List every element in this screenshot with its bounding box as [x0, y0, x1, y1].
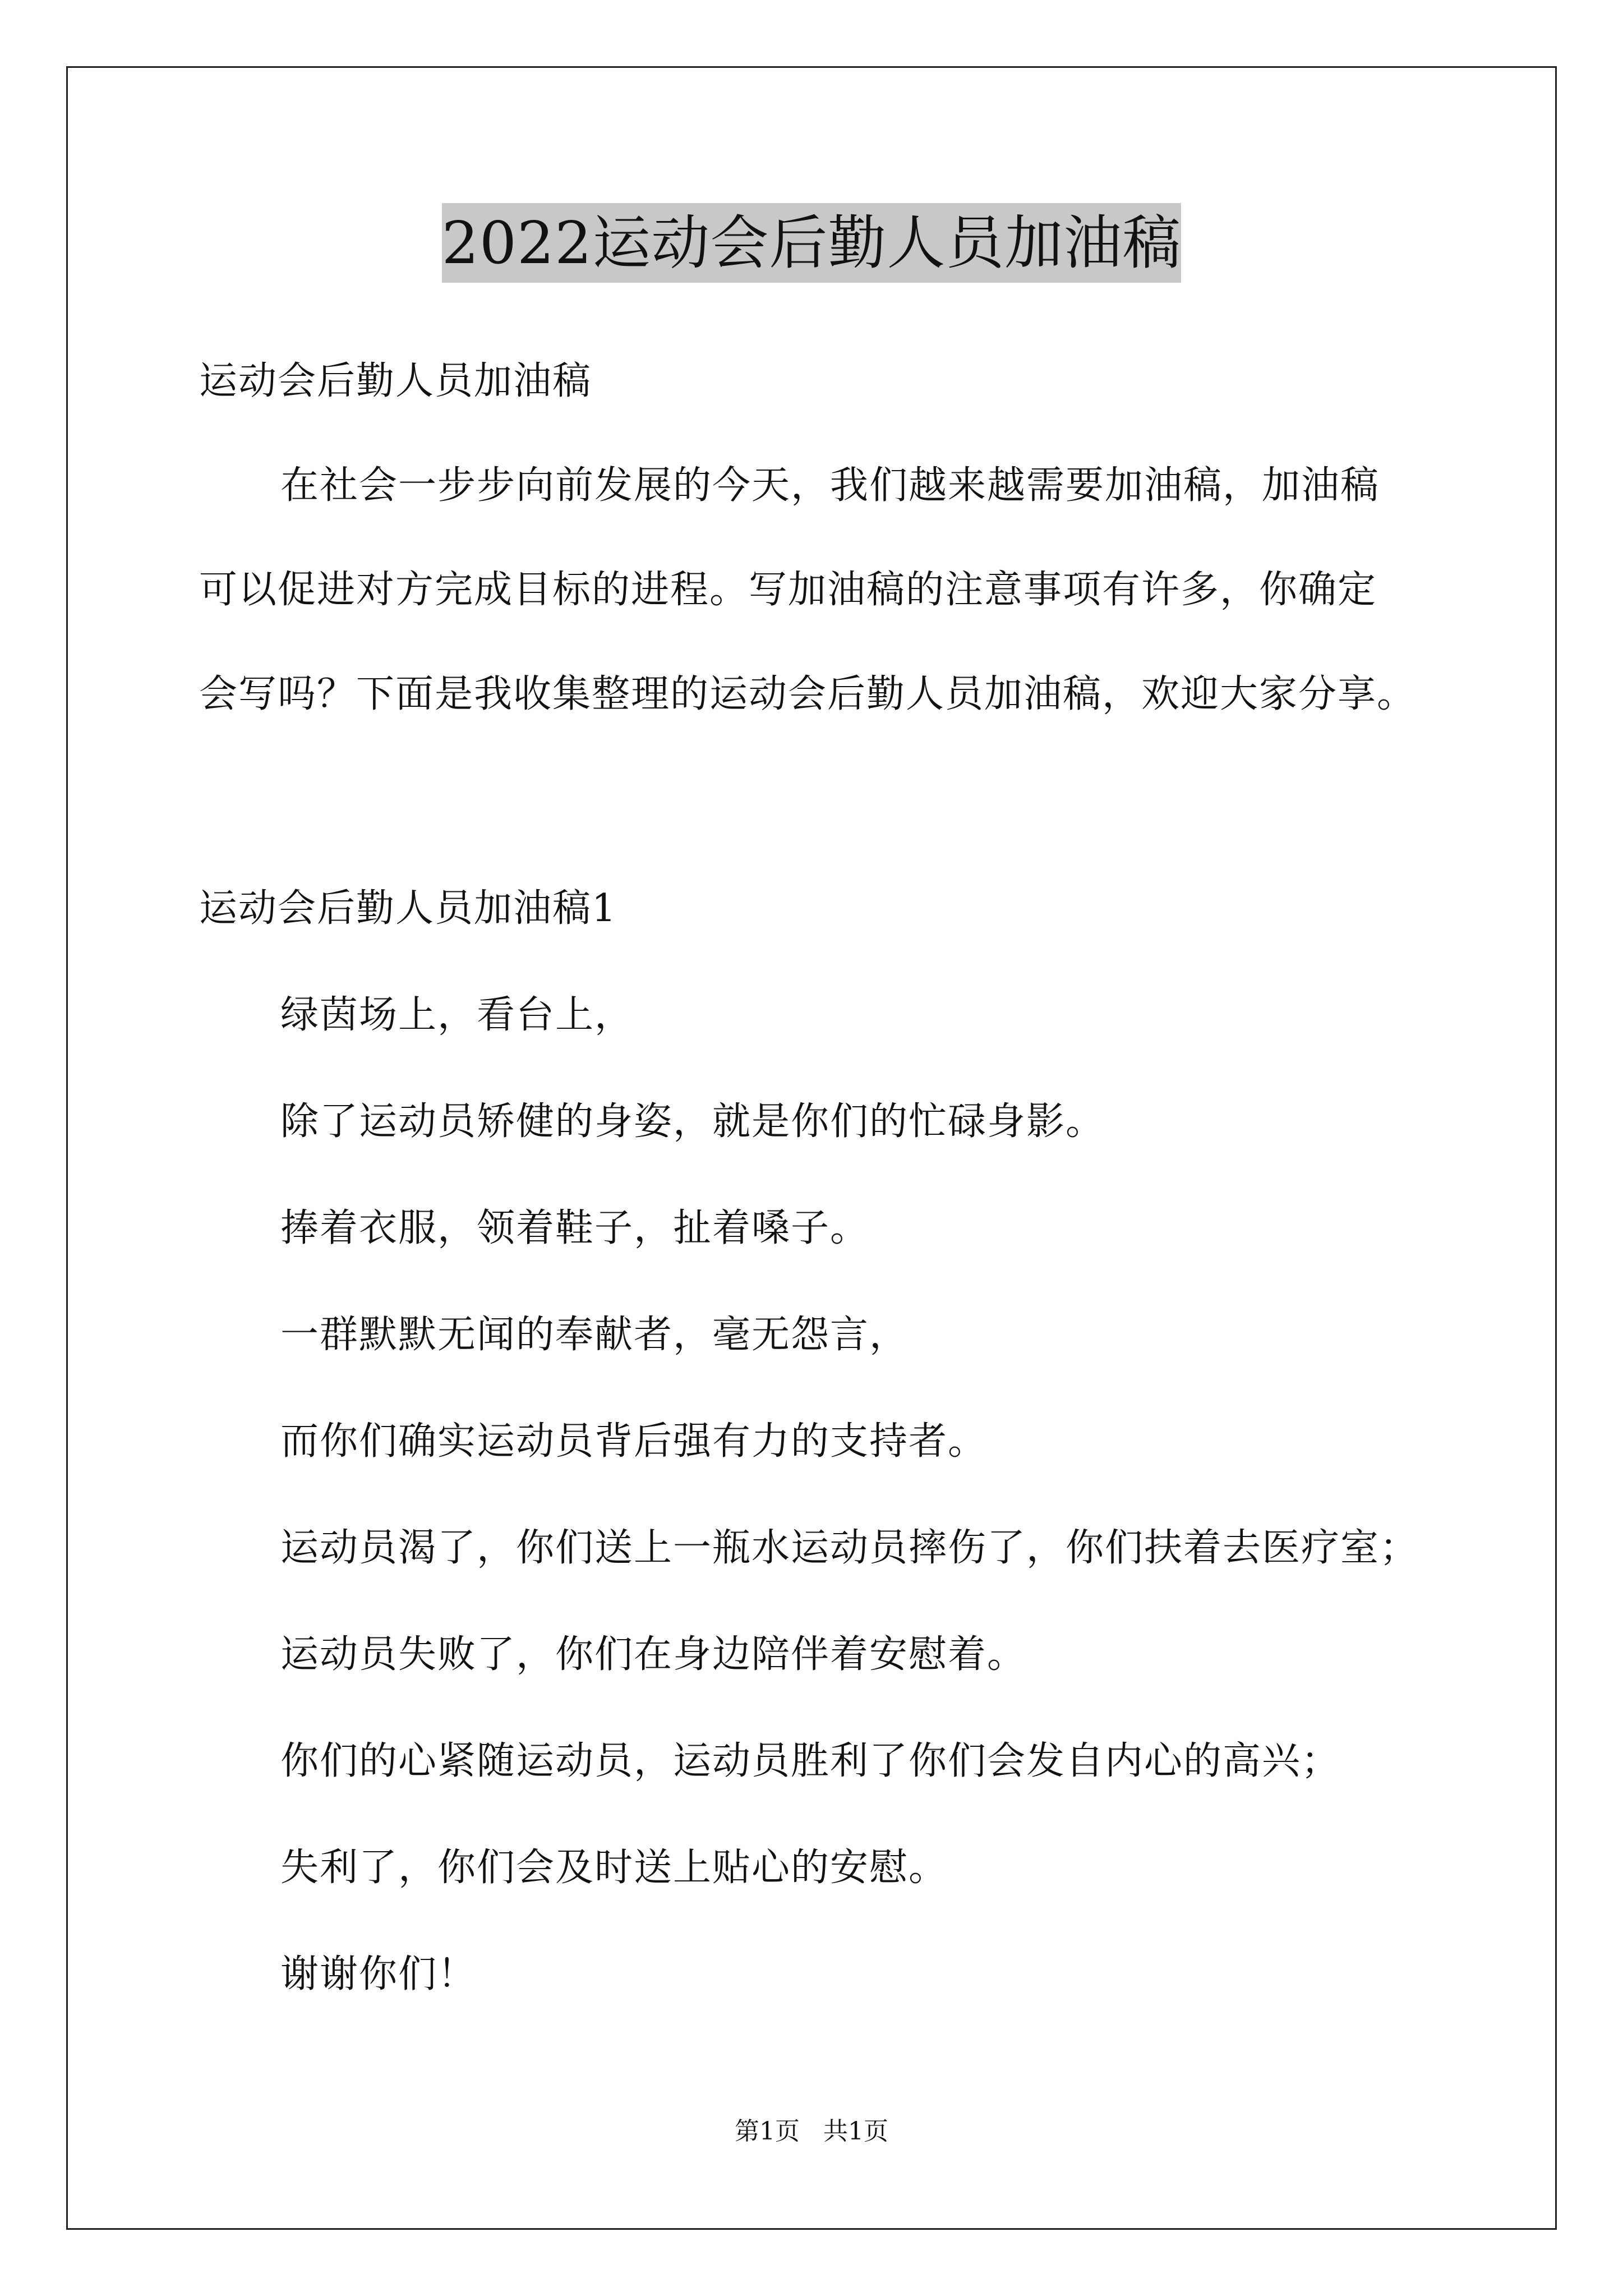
poem-line: 失利了，你们会及时送上贴心的安慰。 [280, 1846, 948, 1890]
intro-line-2: 可以促进对方完成目标的进程。写加油稿的注意事项有许多，你确定 [199, 568, 1377, 612]
page-footer [0, 2115, 1623, 2148]
document-title: 2022运动会后勤人员加油稿 [442, 203, 1182, 283]
poem-line: 一群默默无闻的奉献者，毫无怨言， [280, 1313, 909, 1357]
poem-line: 而你们确实运动员背后强有力的支持者。 [280, 1419, 988, 1464]
page-number-total: 共1页 [823, 2117, 888, 2146]
poem-line: 运动员渴了，你们送上一瓶水运动员摔伤了，你们扶着去医疗室； [280, 1526, 1419, 1570]
poem-line: 你们的心紧随运动员，运动员胜利了你们会发自内心的高兴； [280, 1739, 1341, 1783]
poem-line: 运动员失败了，你们在身边陪伴着安慰着。 [280, 1632, 1027, 1677]
page-number-current: 第1页 [735, 2117, 800, 2146]
poem-line: 捧着衣服，领着鞋子，扯着嗓子。 [280, 1206, 870, 1250]
poem-line: 谢谢你们！ [280, 1952, 477, 1996]
poem-line: 绿茵场上，看台上， [280, 993, 634, 1037]
intro-line-1: 在社会一步步向前发展的今天，我们越来越需要加油稿，加油稿 [280, 463, 1380, 508]
poem-line: 除了运动员矫健的身姿，就是你们的忙碌身影。 [280, 1099, 1105, 1144]
intro-line-3: 会写吗？下面是我收集整理的运动会后勤人员加油稿，欢迎大家分享。 [199, 672, 1417, 716]
title-container [0, 203, 1623, 283]
document-subtitle: 运动会后勤人员加油稿 [199, 359, 592, 403]
section-heading: 运动会后勤人员加油稿1 [199, 886, 617, 931]
